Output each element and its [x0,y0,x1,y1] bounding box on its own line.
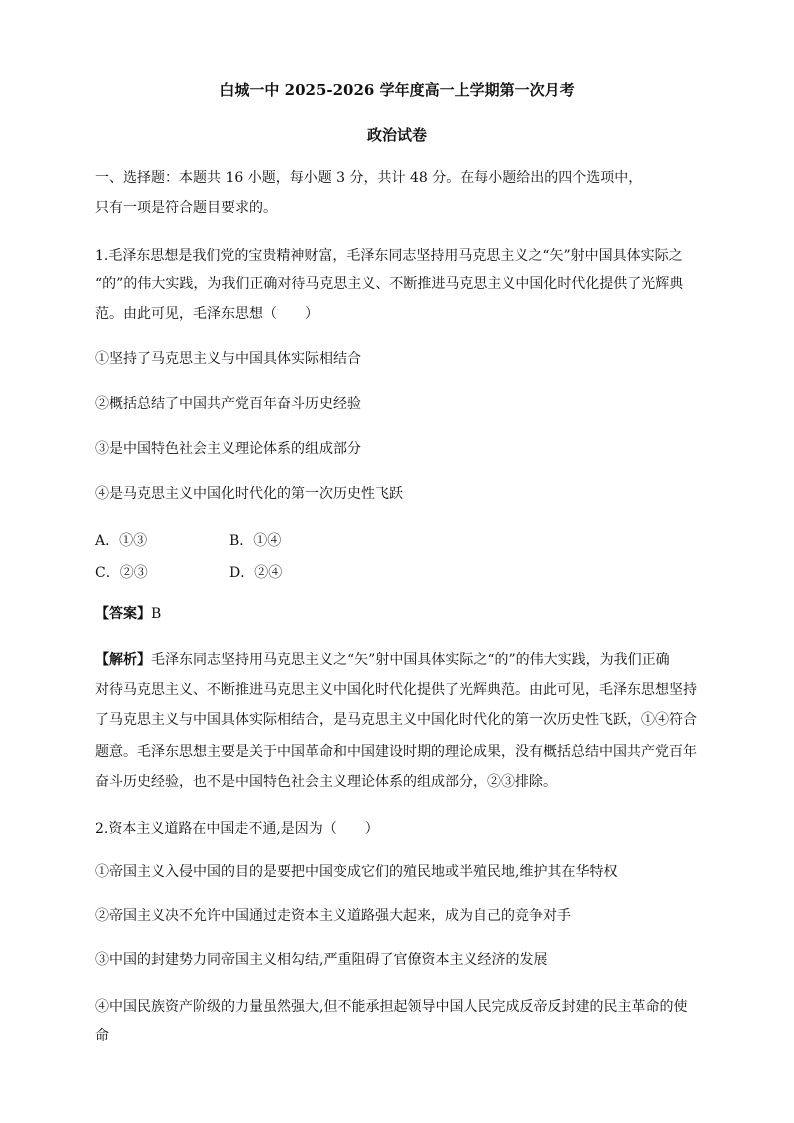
q1-stem-line-2: “的”的伟大实践，为我们正确对待马克思主义、不断推进马克思主义中国化时代化提供了光辉典 [95,276,684,292]
q1-analysis-line-4: 题意。毛泽东思想主要是关于中国革命和中国建设时期的理论成果，没有概括总结中国共产党百年 [95,744,697,760]
answer-value: B [151,606,162,622]
section-instruction-line-1: 一、选择题：本题共 16 小题，每小题 3 分，共计 48 分。在每小题给出的四个选项中， [95,170,643,186]
q1-item-4: ④是马克思主义中国化时代化的第一次历史性飞跃 [95,486,403,502]
analysis-label: 【解析】 [95,652,151,668]
q1-item-1: ①坚持了马克思主义与中国具体实际相结合 [95,351,361,367]
q2-item-4: ④中国民族资产阶级的力量虽然强大,但不能承担起领导中国人民完成反帝反封建的民主革命的使 [95,999,688,1015]
q1-option-a: A．①③ [95,533,148,549]
q1-analysis-line-1 [95,646,707,674]
q2-item-4-continued: 命 [95,1028,109,1044]
exam-subtitle: 政治试卷 [366,126,427,144]
q1-option-c: C．②③ [95,565,148,581]
q1-analysis-line-5: 奋斗历史经验，也不是中国特色社会主义理论体系的组成部分，②③排除。 [95,774,557,790]
q1-stem-line-3: 范。由此可见，毛泽东思想（ ） [95,306,319,322]
q1-option-b: B．①④ [229,533,282,549]
q2-item-2: ②帝国主义决不允许中国通过走资本主义道路强大起来，成为自己的竞争对手 [95,908,571,924]
analysis-text-1: 毛泽东同志坚持用马克思主义之“矢”射中国具体实际之“的”的伟大实践，为我们正确 [151,652,670,668]
q1-stem-line-1: 1.毛泽东思想是我们党的宝贵精神财富，毛泽东同志坚持用马克思主义之“矢”射中国具体实际之 [95,248,683,264]
q2-item-1: ①帝国主义入侵中国的目的是要把中国变成它们的殖民地或半殖民地,维护其在华特权 [95,864,618,880]
answer-label: 【答案】 [95,606,151,622]
q1-analysis-line-3: 了马克思主义与中国具体实际相结合，是马克思主义中国化时代化的第一次历史性飞跃，①④符合 [95,712,697,728]
exam-title: 白城一中 2025-2026 学年度高一上学期第一次月考 [219,81,575,99]
q1-option-d: D．②④ [229,565,283,581]
q1-answer [95,600,707,628]
section-instruction-line-2: 只有一项是符合题目要求的。 [95,200,277,216]
q1-item-2: ②概括总结了中国共产党百年奋斗历史经验 [95,396,361,412]
q1-analysis-line-2: 对待马克思主义、不断推进马克思主义中国化时代化提供了光辉典范。由此可见，毛泽东思想坚持 [95,682,697,698]
q2-stem: 2.资本主义道路在中国走不通,是因为（ ） [95,821,379,837]
q2-item-3: ③中国的封建势力同帝国主义相勾结,严重阻碍了官僚资本主义经济的发展 [95,952,548,968]
q1-item-3: ③是中国特色社会主义理论体系的组成部分 [95,441,361,457]
